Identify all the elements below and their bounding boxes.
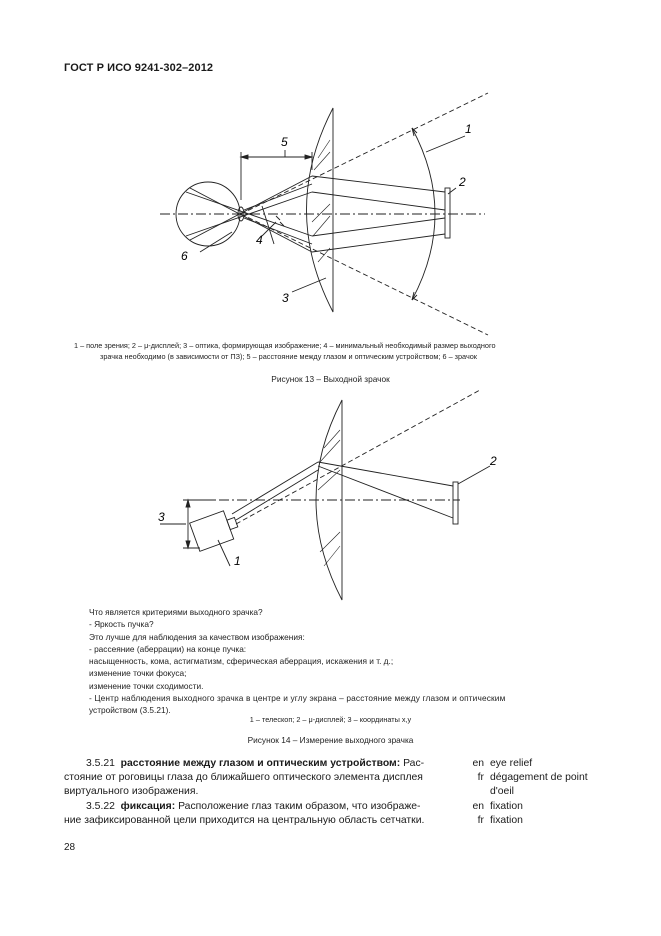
- translation-fr-cont: d'oeil: [490, 786, 514, 798]
- term-3-5-22-translations: [466, 800, 523, 828]
- page-header-standard: ГОСТ Р ИСО 9241-302–2012: [64, 62, 214, 74]
- fig14-questions: [89, 606, 599, 717]
- fig13-caption: Рисунок 13 – Выходной зрачок: [271, 374, 390, 384]
- term-title: расстояние между глазом и оптическим устройством:: [120, 758, 401, 769]
- question-line: - Яркость пучка?: [89, 619, 154, 630]
- term-definition-start: Рас-: [400, 758, 425, 769]
- question-line: устройством (3.5.21).: [89, 705, 171, 716]
- translation-fr: fixation: [490, 815, 523, 827]
- question-line: изменение точки сходимости.: [89, 680, 204, 691]
- fig14-label-2: 2: [490, 454, 497, 468]
- term-3-5-21: [64, 757, 452, 800]
- term-3-5-22: [64, 800, 452, 828]
- translation-en: fixation: [490, 801, 523, 812]
- fig14-telescope: [190, 511, 234, 552]
- term-definition-line: виртуального изображения.: [64, 786, 199, 798]
- question-line: Что является критериями выходного зрачка?: [89, 607, 263, 617]
- fig14-label-3: 3: [158, 510, 165, 524]
- fig13-microdisplay: [445, 188, 450, 238]
- fig13-legend-line1: 1 – поле зрения; 2 – μ-дисплей; 3 – оптика, формирующая изображение; 4 – минимальный необходимый размер выходного: [74, 341, 496, 350]
- term-3-5-21-translations: [466, 757, 588, 800]
- fig14-microdisplay: [453, 482, 458, 524]
- fig13-label-3: 3: [282, 291, 289, 305]
- term-definition-line: ние зафиксированной цели приходится на центральную область сетчатки.: [64, 815, 425, 827]
- question-line: насыщенность, кома, астигматизм, сферическая аберрация, искажения и т. д.;: [89, 656, 394, 667]
- term-number: 3.5.22: [86, 801, 115, 812]
- question-line: изменение точки фокуса;: [89, 668, 187, 679]
- term-title: фиксация:: [120, 801, 176, 812]
- question-line: - рассеяние (аберрации) на конце пучка:: [89, 643, 247, 654]
- translation-fr: dégagement de point: [490, 772, 588, 784]
- fig13-legend-line2: зрачка необходимо (в зависимости от ПЗ); 5 – расстояние между глазом и оптическим устройством; 6 – зрачок: [100, 352, 478, 361]
- term-number: 3.5.21: [86, 758, 115, 769]
- fig14-label-1: 1: [234, 554, 241, 568]
- lang-code-en: en: [472, 758, 484, 769]
- question-line: - Центр наблюдения выходного зрачка в центре и углу экрана – расстояние между глазом и оптическим: [89, 693, 506, 704]
- page-number: 28: [64, 842, 76, 853]
- term-definition-start: Расположение глаз таким образом, что изображе-: [175, 801, 421, 812]
- fig13-lens: [307, 108, 334, 312]
- fig13-label-5: 5: [281, 135, 288, 149]
- lang-code-fr: fr: [477, 815, 484, 827]
- question-line: Это лучше для наблюдения за качеством изображения:: [89, 631, 305, 642]
- fig13-label-4: 4: [256, 233, 263, 247]
- lang-code-en: en: [472, 801, 484, 812]
- lang-code-fr: fr: [477, 772, 484, 784]
- term-definition-line: стояние от роговицы глаза до ближайшего оптического элемента дисплея: [64, 772, 423, 784]
- fig13-legend: [74, 340, 614, 362]
- fig14-caption: Рисунок 14 – Измерение выходного зрачка: [247, 735, 414, 745]
- translation-en: eye relief: [490, 758, 533, 769]
- fig13-label-6: 6: [181, 249, 188, 263]
- fig13-label-1: 1: [465, 122, 472, 136]
- fig13-label-2: 2: [459, 175, 466, 189]
- fig14-legend: 1 – телескоп; 2 – μ-дисплей; 3 – координаты x,y: [249, 715, 412, 724]
